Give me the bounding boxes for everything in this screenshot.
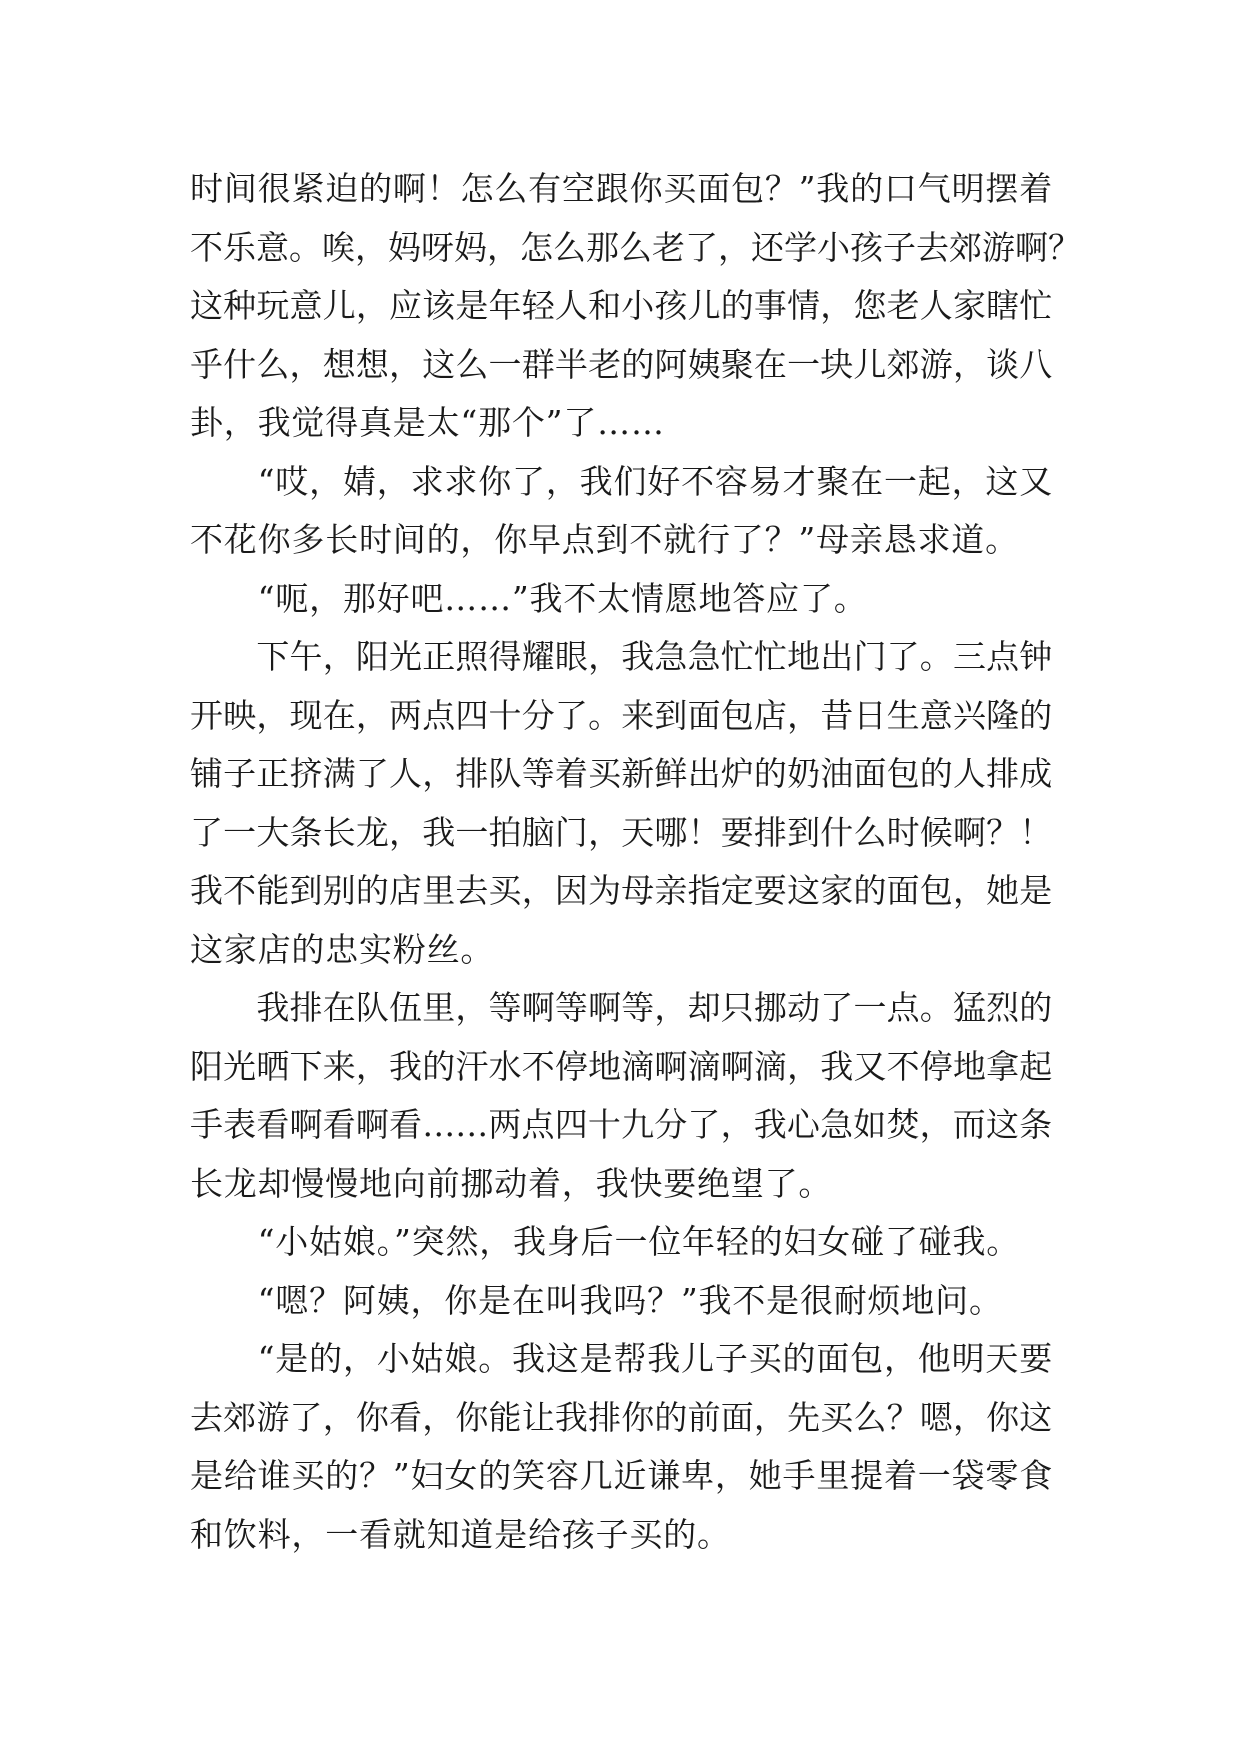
text-line: 这种玩意儿，应该是年轻人和小孩儿的事情，您老人家瞎忙 bbox=[190, 286, 1053, 325]
text-line: 时间很紧迫的啊！怎么有空跟你买面包？”我的口气明摆着 bbox=[190, 169, 1053, 208]
text-line: 去郊游了，你看，你能让我排你的前面，先买么？嗯，你这 bbox=[190, 1397, 1053, 1437]
text-line: 不乐意。唉，妈呀妈，怎么那么老了，还学小孩子去郊游啊？ bbox=[190, 227, 1081, 267]
text-line: 不花你多长时间的，你早点到不就行了？”母亲恳求道。 bbox=[190, 520, 1019, 559]
text-line: 手表看啊看啊看……两点四十九分了，我心急如焚，而这条 bbox=[190, 1105, 1053, 1144]
text-line: “嗯？阿姨，你是在叫我吗？”我不是很耐烦地问。 bbox=[190, 1280, 1003, 1320]
text-line: 长龙却慢慢地向前挪动着，我快要绝望了。 bbox=[190, 1163, 833, 1203]
text-line: 这家店的忠实粉丝。 bbox=[190, 929, 495, 969]
text-line: “呃，那好吧……”我不太情愿地答应了。 bbox=[190, 578, 868, 618]
text-line: 乎什么，想想，这么一群半老的阿姨聚在一块儿郊游，谈八 bbox=[190, 344, 1053, 384]
text-line: 我不能到别的店里去买，因为母亲指定要这家的面包，她是 bbox=[190, 871, 1053, 910]
text-line: 了一大条长龙，我一拍脑门，天哪！要排到什么时候啊？！ bbox=[190, 812, 1053, 852]
text-line: 和饮料，一看就知道是给孩子买的。 bbox=[190, 1514, 731, 1554]
text-line: “小姑娘。”突然，我身后一位年轻的妇女碰了碰我。 bbox=[190, 1222, 1021, 1261]
text-line: “哎，婧，求求你了，我们好不容易才聚在一起，这又 bbox=[257, 461, 1053, 501]
document-body bbox=[190, 160, 1081, 1564]
text-line: 是给谁买的？”妇女的笑容几近谦卑，她手里提着一袋零食 bbox=[190, 1456, 1053, 1495]
text-line: 卦，我觉得真是太“那个”了…… bbox=[190, 403, 665, 442]
text-line: 我排在队伍里，等啊等啊等，却只挪动了一点。猛烈的 bbox=[256, 988, 1053, 1027]
text-line: 阳光晒下来，我的汗水不停地滴啊滴啊滴，我又不停地拿起 bbox=[190, 1046, 1053, 1086]
text-line: 开映，现在，两点四十分了。来到面包店，昔日生意兴隆的 bbox=[190, 695, 1053, 735]
text-line: 下午，阳光正照得耀眼，我急急忙忙地出门了。三点钟 bbox=[256, 637, 1053, 676]
text-line: “是的，小姑娘。我这是帮我儿子买的面包，他明天要 bbox=[257, 1339, 1053, 1378]
text-line: 铺子正挤满了人，排队等着买新鲜出炉的奶油面包的人排成 bbox=[190, 754, 1053, 793]
